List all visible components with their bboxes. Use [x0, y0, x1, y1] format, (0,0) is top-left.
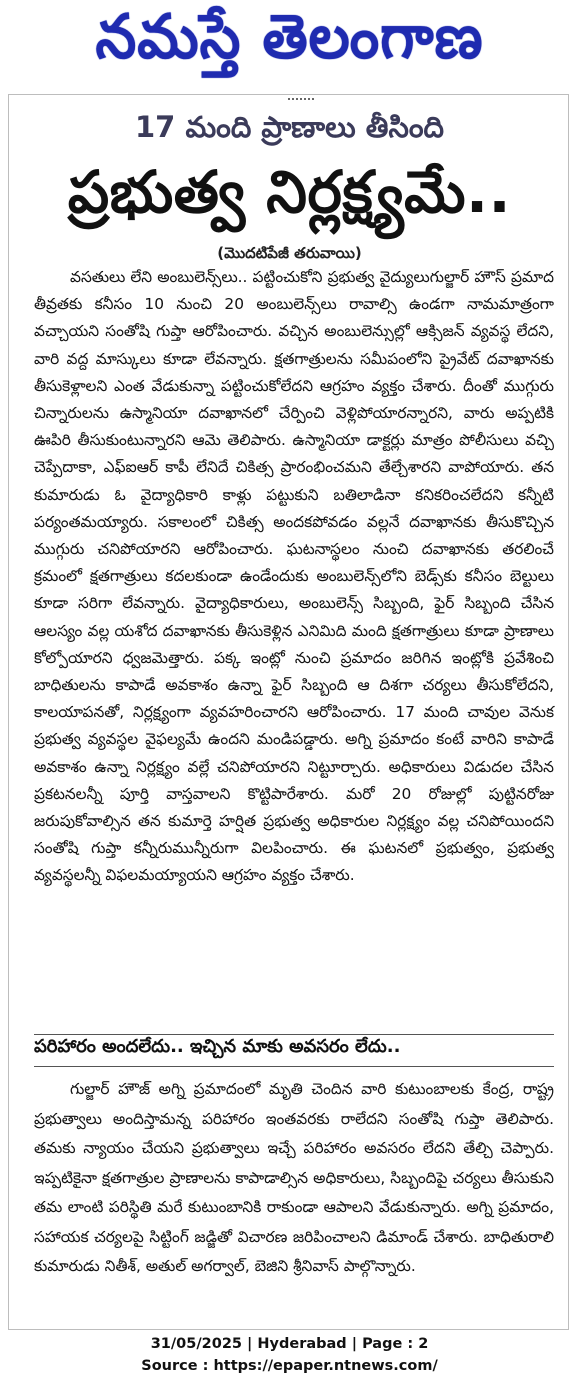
- article-kicker: 17 మంది ప్రాణాలు తీసింది: [135, 110, 444, 144]
- continuation-note: (మొదటిపేజీ తరువాయి): [217, 244, 362, 262]
- article-subheading: పరిహారం అందలేదు.. ఇచ్చిన మాకు అవసరం లేదు..: [34, 1036, 401, 1057]
- source-link[interactable]: Source : https://epaper.ntnews.com/: [141, 1358, 438, 1374]
- newspaper-logo: నమస్తే తెలంగాణ: [95, 0, 484, 72]
- article-body: వసతులు లేని అంబులెన్స్‌లు.. పట్టించుకోని ప్రభుత్వ వైద్యులుగుల్జార్ హౌస్ ప్రమాద తీవ్రతకు కనీసం 10 నుంచి 20 అంబులెన్స్‌లు రావాల్సి ఉండగా నామమాత్రంగా వచ్చాయని సంతోషి గుప్తా ఆరోపించారు. వచ్చిన అంబులెన్సుల్లో ఆక్సిజన్ వ్యవస్థ లేదని, వారి వద్ద మాస్కులు కూడా లేవన్నారు. క్షతగాత్రులను సమీపంలోని ప్రైవేట్ దవాఖానకు తీసుకెళ్లాలని ఎంత వేడుకున్నా పట్టించుకోలేదని ఆగ్రహం వ్యక్తం చేశారు. దీంతో ముగ్గురు చిన్నారులను ఉస్మానియా దవాఖానలో చేర్పించి వెళ్లిపోయారన్నారని, వారు అప్పటికి ఊపిరి తీసుకుంటున్నారని ఆమె తెలిపారు. ఉస్మానియా డాక్టర్లు మాత్రం పోలీసులు వచ్చి చెప్పేదాకా, ఎఫ్ఐఆర్ కాపీ లేనిదే చికిత్స ప్రారంభించమని తేల్చేశారని వాపోయారు. తన కుమారుడు ఓ వైద్యాధికారి కాళ్లు పట్టుకుని బతిలాడినా కనికరించలేదని కన్నీటి పర్యంతమయ్యారు. సకాలంలో చికిత్స అందకపోవడం వల్లనే దవాఖానకు తీసుకొచ్చిన ముగ్గురు చనిపోయారని ఆరోపించారు. ఘటనాస్థలం నుంచి దవాఖానకు తరలించే క్రమంలో క్షతగాత్రులు కదలకుండా ఉండేందుకు అంబులెన్స్‌లోని బెడ్స్‌కు కనీసం బెల్టులు కూడా సరిగా లేవన్నారు. వైద్యాధికారులు, అంబులెన్స్ సిబ్బంది, ఫైర్ సిబ్బంది చేసిన ఆలస్యం వల్ల యశోద దవాఖానకు తీసుకెళ్లిన ఎనిమిది మంది క్షతగాత్రులు కూడా ప్రాణాలు కోల్పోయారని ధ్వజమెత్తారు. పక్క ఇంట్లో నుంచి ప్రమాదం జరిగిన ఇంట్లోకి ప్రవేశించి బాధితులను కాపాడే అవకాశం ఉన్నా ఫైర్ సిబ్బంది ఆ దిశగా చర్యలు తీసుకోలేదని, కాలయాపనతో, నిర్లక్ష్యంగా వ్యవహరించారని ఆరోపించారు. 17 మంది చావుల వెనుక ప్రభుత్వ వ్యవస్థల వైఫల్యమే ఉందని మండిపడ్డారు. అగ్ని ప్రమాదం కంటే వారిని కాపాడే అవకాశం ఉన్నా నిర్లక్ష్యం వల్లే చనిపోయారని నిట్టూర్చారు. అధికారులు విడుదల చేసిన ప్రకటనలన్నీ పూర్తి వాస్తవాలని కొట్టిపారేశారు. మరో 20 రోజుల్లో పుట్టినరోజు జరుపుకోవాల్సిన తన కుమార్తె హర్షిత ప్రభుత్వ అధికారుల నిర్లక్ష్యం వల్ల చనిపోయిందని సంతోషి గుప్తా కన్నీరుమున్నీరుగా విలపించారు. ఈ ఘటనలో ప్రభుత్వం, ప్రభుత్వ వ్యవస్థలన్నీ విఫలమయ్యాయని ఆగ్రహం వ్యక్తం చేశారు.: [34, 268, 554, 885]
- clipping-mark: [288, 98, 314, 103]
- subheading-rule-top: [34, 1034, 554, 1035]
- page-footer: [0, 1333, 579, 1377]
- masthead: [0, 0, 579, 88]
- subheading-rule-bottom: [34, 1066, 554, 1067]
- dateline: 31/05/2025 | Hyderabad | Page : 2: [150, 1336, 429, 1352]
- article-headline: ప్రభుత్వ నిర్లక్ష్యమే..: [67, 158, 512, 226]
- article-body-section-2: గుల్జార్ హౌజ్ అగ్ని ప్రమాదంలో మృతి చెందిన వారి కుటుంబాలకు కేంద్ర, రాష్ట్ర ప్రభుత్వాలు అందిస్తామన్న పరిహారం ఇంతవరకు రాలేదని సంతోషి గుప్తా తెలిపారు. తమకు న్యాయం చేయని ప్రభుత్వాలు ఇచ్చే పరిహారం అవసరం లేదని తేల్చి చెప్పారు. ఇప్పటికైనా క్షతగాత్రుల ప్రాణాలను కాపాడాల్సిన అధికారులు, సిబ్బందిపై చర్యలు తీసుకుని తమ లాంటి పరిస్థితి మరే కుటుంబానికి రాకుండా ఆపాలని వేడుకున్నారు. అగ్ని ప్రమాదం, సహాయక చర్యలపై సిట్టింగ్ జడ్జితో విచారణ జరిపించాలని డిమాండ్ చేశారు. బాధితురాలి కుమారుడు నితీశ్, అతుల్ అగర్వాల్, బెజిని శ్రీనివాస్ పాల్గొన్నారు.: [34, 1080, 554, 1275]
